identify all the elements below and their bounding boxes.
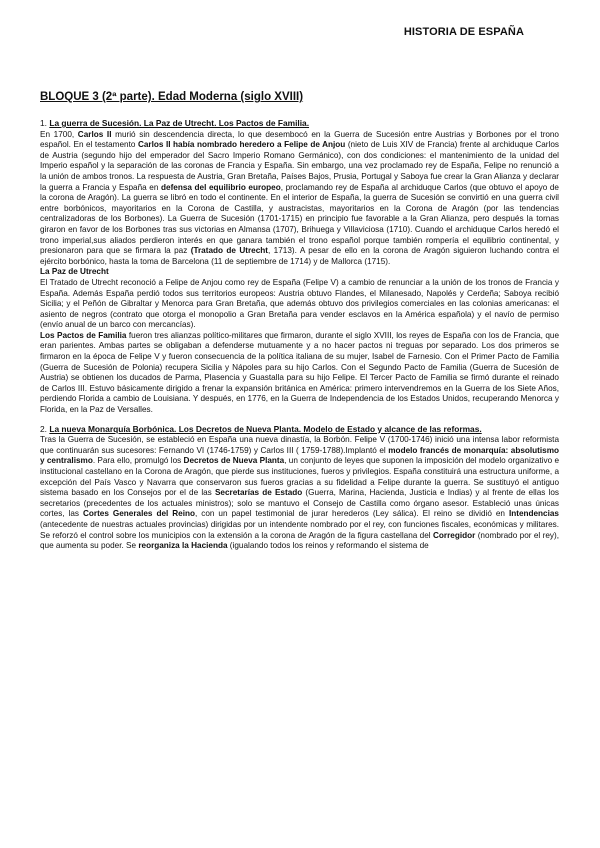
section-2-title: La nueva Monarquía Borbónica. Los Decretos de Nueva Planta. Modelo de Estado y alcance de las reformas. [49,423,482,434]
section-1-number: 1. [40,118,47,128]
section-2-paragraph-1: Tras la Guerra de Sucesión, se estableció en España una nueva dinastía, la Borbón. Felipe V (1700-1746) inició una intensa labor reformista que continuarán sus sucesores: Fernando VI (1746-1759) y Carlos III ( 1759-1788).Implantó el modelo francés de monarquía: absolutismo y centralismo. Para ello, promulgó los Decretos de Nueva Planta, un conjunto de leyes que suponen la imposición del modelo organizativo e institucional castellano en la Corona de Aragón, que pierde sus instituciones, fueros y privilegios. España constituirá una estructura uniforme, a excepción del País Vasco y Navarra que conservaron sus fueros gracias a su fidelidad a Felipe durante la guerra. Se sustituyó el antiguo sistema basado en los Consejos por el de las Secretarías de Estado (Guerra, Marina, Hacienda, Justicia e Indias) y al frente de ellas los secretarios (precedentes de los actuales ministros); solo se mantuvo el Consejo de Castilla como órgano asesor. Estableció unas únicas cortes, las Cortes Generales del Reino, con un papel testimonial de jurar herederos (Ley sálica). El reino se dividió en Intendencias (antecedente de nuestras actuales provincias) dirigidas por un intendente nombrado por el rey, con funciones fiscales, económicas y militares. Se reforzó el control sobre los municipios con la extensión a la corona de Aragón de la figura castellana del Corregidor (nombrado por el rey), que aumenta su poder. Se reorganiza la Hacienda (igualando todos los reinos y reformando el sistema de [40,435,560,551]
section-1-paragraph-2: El Tratado de Utrecht reconoció a Felipe de Anjou como rey de España (Felipe V) a cambio de renunciar a la unión de los tronos de Francia y España. Además España perdió todos sus territorios europeos: Austria obtuvo Flandes, el Milanesado, Napolés y Cerdeña; Saboya recibió Sicilia; y el Peñón de Gibraltar y Menorca para Gran Bretaña, que además obtuvo dos privilegios comerciales en las colonias americanas: el asiento de negros (contrato que otorga el monopolio a Gran Bretaña para vender esclavos en la América española) y el navío de permiso (envío anual de un barco con mercancías). [40,277,559,330]
subheading-paz-de-utrecht: La Paz de Utrecht [40,267,109,277]
document-header: HISTORIA DE ESPAÑA [403,26,524,38]
document-body [40,118,559,552]
page-title: BLOQUE 3 (2ª parte). Edad Moderna (siglo XVIII) [40,91,304,103]
section-2-number: 2. [40,423,47,434]
section-1-paragraph-3: Los Pactos de Familia fueron tres alianzas político-militares que firmaron, durante el siglo XVIII, los reyes de España con los de Francia, que eran parientes. Ambas partes se obligaban a defenderse mutuamente y a no hacer pactos ni treguas por separado. Los dos primeros se firmaron en la época de Felipe V y fueron consecuencia de la política italiana de su mujer, Isabel de Farnesio. Con el Primer Pacto de Familia (Guerra de Sucesión de Polonia) recupera Sicilia y Nápoles para su hijo Carlos. Con el Segundo Pacto de Familia (Guerra de Sucesión de Austria) se obtienen los ducados de Parma, Plasencia y Guastalla para su hijo Felipe. El Tercer Pacto de Familia se firmó durante el reinado de Carlos III. Estuvo básicamente dirigido a frenar la expansión británica en América: primero intervendremos en la Guerra de los Siete Años, perdiendo Florida a cambio de Louisiana. Y después, en 1776, en la Guerra de Independencia de los Estados Unidos, recuperando Menorca y Florida, en la Paz de Versalles. [40,330,560,415]
section-1-heading [40,118,559,129]
section-1-title: La guerra de Sucesión. La Paz de Utrecht. Los Pactos de Familia. [49,118,310,128]
section-2-heading [40,424,559,435]
section-1-paragraph-1: En 1700, Carlos II murió sin descendencia directa, lo que desembocó en la Guerra de Sucesión entre Austrias y Borbones por el trono español. En el testamento Carlos II había nombrado heredero a Felipe de Anjou (nieto de Luis XIV de Francia) frente al archiduque Carlos de Austria (segundo hijo del emperador del Sacro Imperio Romano Germánico), con dos condiciones: el mantenimiento de la unidad del Imperio español y la separación de las coronas de Francia y España. Sin embargo, una vez proclamado rey de España, Felipe no renunció a la unión de ambos tronos. La respuesta de Austria, Gran Bretaña, Países Bajos, Prusia, Portugal y Saboya fue crear la Gran Alianza y declarar la guerra a Francia y España en defensa del equilibrio europeo, proclamando rey de España al archiduque Carlos (que obtuvo el apoyo de la corona de Aragón). La guerra se libró en todo el continente. En el interior de España, la guerra de Sucesión se convirtió en una guerra civil entre borbónicos, mayoritarios en la Corona de Castilla, y austracistas, mayoritarios en la Corona de Aragón (por las tendencias centralizadoras de los Borbones). La Guerra de Sucesión (1701-1715) en principio fue favorable a la Gran Alianza, pero después la tornas giraron en favor de los Borbones tras sus victorias en Almansa (1707), Brihuega y Villaviciosa (1710). Cuando el archiduque Carlos heredó el trono imperial,sus aliados perdieron interés en que ganara también el trono español porque también rompería el equilibrio continental, y presionaron para que se firmara la paz (Tratado de Utrecht, 1713). A pesar de ello en la corona de Aragón siguieron luchando contra el ejército borbónico, hasta la toma de Barcelona (11 de septiembre de 1714) y de Mallorca (1715). [40,129,560,266]
